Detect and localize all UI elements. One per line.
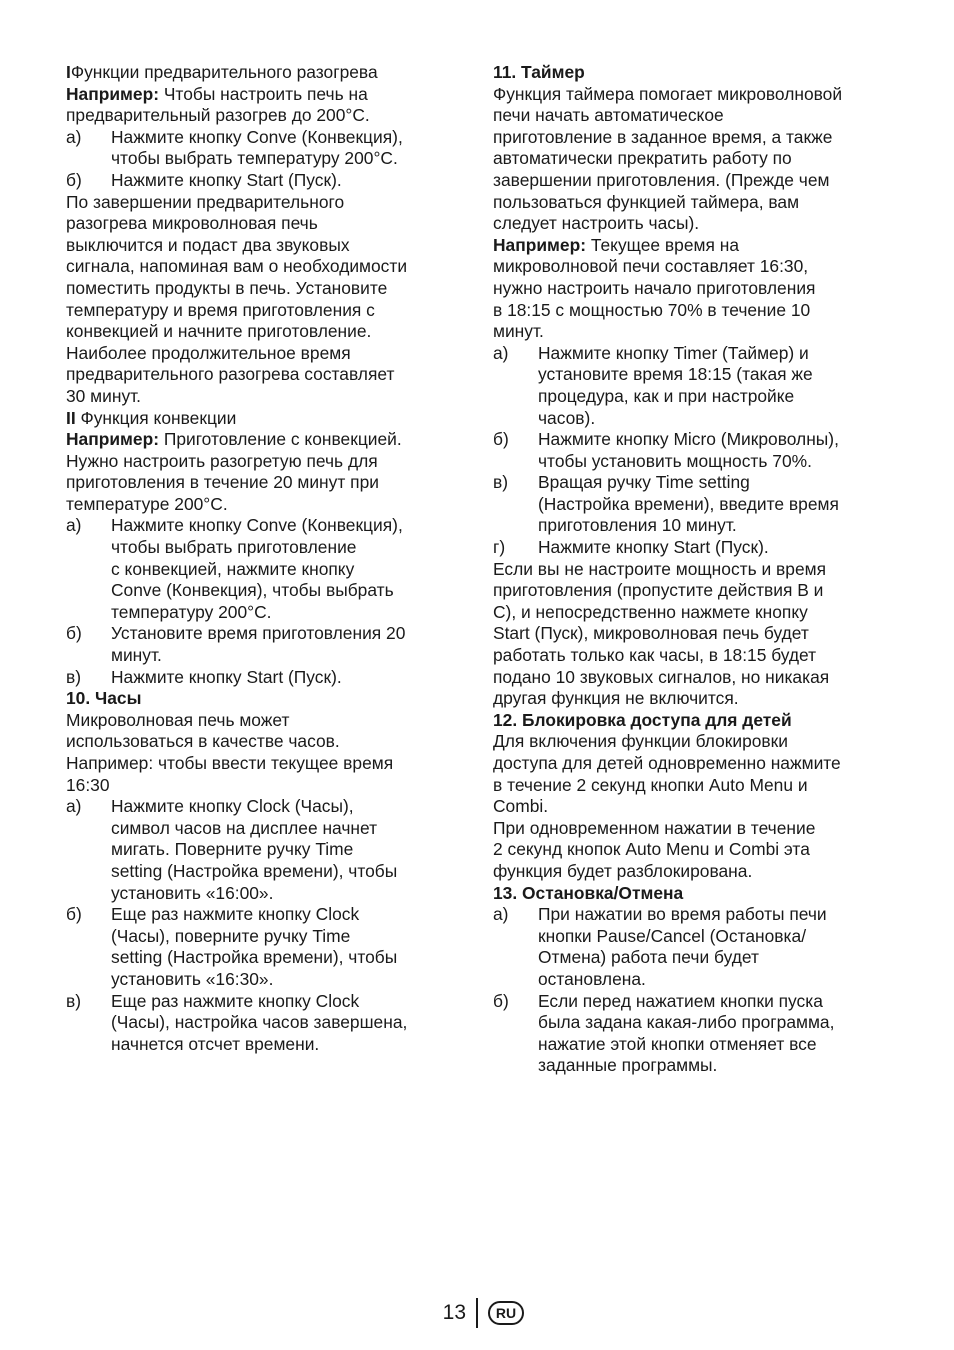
list-item [493, 472, 893, 537]
example-text: Чтобы настроить печь на предварительный разогрев до 200°C. [66, 83, 370, 126]
list-text: Нажмите кнопку Start (Пуск). [111, 666, 342, 687]
list-text: Установите время приготовления 20 минут. [111, 623, 406, 666]
list-marker: а) [493, 904, 509, 925]
list-item [66, 991, 451, 1056]
paragraph-child-lock-on: Для включения функции блокировки доступа для детей одновременно нажмите в течение 2 секунд кнопки Auto Menu и Combi. [493, 731, 841, 817]
list-timer [493, 343, 893, 559]
paragraph-timer-note: Если вы не настроите мощность и время приготовления (пропустите действия B и C), и непосредственно нажмете кнопку Start (Пуск), микроволновая печь будет работать только как часы, в 18:15 будет подано 10 звуковых сигналов, но никакая другая функция не включится. [493, 558, 830, 709]
list-marker: а) [66, 515, 82, 536]
list-item [493, 537, 893, 559]
list-marker: в) [66, 990, 82, 1011]
list-item [66, 904, 451, 990]
list-item [493, 991, 893, 1077]
footer-divider [476, 1298, 478, 1328]
list-marker: б) [66, 904, 82, 925]
intro-line [66, 62, 451, 84]
list-item [66, 667, 451, 689]
heading-timer: 11. Таймер [493, 62, 585, 82]
list-text: Нажмите кнопку Conve (Конвекция), чтобы выбрать приготовление с конвекцией, нажмите кнопку Conve (Конвекция), чтобы выбрать температуру 200°C. [111, 515, 403, 622]
list-marker: б) [66, 169, 82, 190]
list-item [493, 343, 893, 429]
list-item [66, 127, 451, 170]
list-item [66, 623, 451, 666]
list-marker: г) [493, 537, 506, 558]
list-item [66, 515, 451, 623]
list-marker: в) [66, 666, 82, 687]
left-column [66, 62, 451, 1055]
list-stop-cancel [493, 904, 893, 1077]
list-text: Нажмите кнопку Start (Пуск). [111, 169, 342, 190]
example-2 [66, 429, 451, 515]
list-text: Нажмите кнопку Start (Пуск). [538, 537, 769, 558]
right-column [493, 62, 893, 1077]
intro-text: Функции предварительного разогрева [70, 62, 378, 82]
section-convection-heading [66, 408, 451, 430]
list-item [66, 170, 451, 192]
paragraph-child-lock-off: При одновременном нажатии в течение 2 секунд кнопок Auto Menu и Combi эта функция будет разблокирована. [493, 817, 816, 881]
list-marker: в) [493, 472, 509, 493]
paragraph-preheat: По завершении предварительного разогрева микроволновая печь выключится и подаст два звуковых сигнала, напоминая вам о необходимости поместить продукты в печь. Установите температуру и время приготовления с конвекцией и начните приготовление. Наиболее продолжительное время предварительного разогрева составляет 30 минут. [66, 191, 408, 406]
heading-child-lock: 12. Блокировка доступа для детей [493, 709, 792, 730]
example-label: Например: [66, 83, 159, 104]
list-marker: а) [66, 796, 82, 817]
page-footer [438, 1298, 524, 1328]
list-marker: б) [493, 429, 509, 450]
list-preheat [66, 127, 451, 192]
section-text: Функция конвекции [75, 407, 237, 428]
page-number: 13 [442, 1301, 466, 1324]
paragraph-timer: Функция таймера помогает микроволновой печи начать автоматическое приготовление в заданное время, а также автоматически прекратить работу по завершении приготовления. (Прежде чем пользоваться функцией таймера, вам следует настроить часы). [493, 83, 843, 234]
list-text: Нажмите кнопку Timer (Таймер) и установите время 18:15 (такая же процедура, как и при настройке часов). [538, 342, 813, 428]
list-text: При нажатии во время работы печи кнопки Pause/Cancel (Остановка/ Отмена) работа печи будет остановлена. [538, 904, 827, 989]
list-convection [66, 515, 451, 688]
list-marker: б) [493, 990, 509, 1011]
heading-clock: 10. Часы [66, 688, 142, 709]
example-text: Приготовление с конвекцией. Нужно настроить разогретую печь для приготовления в течение 20 минут при температуре 200°C. [66, 429, 402, 514]
list-item [66, 796, 451, 904]
heading-stop-cancel: 13. Остановка/Отмена [493, 882, 684, 903]
list-text: Если перед нажатием кнопки пуска была задана какая-либо программа, нажатие этой кнопки отменяет все заданные программы. [538, 990, 835, 1076]
list-text: Еще раз нажмите кнопку Clock (Часы), настройка часов завершена, начнется отсчет времени. [111, 990, 408, 1054]
example-label: Например: [66, 429, 159, 450]
list-marker: а) [66, 126, 82, 147]
paragraph-clock: Микроволновая печь может использоваться в качестве часов. Например: чтобы ввести текущее время 16:30 [66, 709, 394, 795]
section-roman: II [66, 407, 76, 428]
list-text: Нажмите кнопку Conve (Конвекция), чтобы выбрать температуру 200°C. [111, 126, 403, 169]
list-text: Еще раз нажмите кнопку Clock (Часы), поверните ручку Time setting (Настройка времени), чтобы установить «16:30». [111, 904, 398, 989]
list-marker: а) [493, 342, 509, 363]
example-text: Текущее время на микроволновой печи составляет 16:30, нужно настроить начало приготовления в 18:15 с мощностью 70% в течение 10 минут. [493, 234, 816, 342]
list-text: Вращая ручку Time setting (Настройка времени), введите время приготовления 10 минут. [538, 472, 839, 536]
example-label: Например: [493, 234, 586, 255]
language-badge: RU [488, 1301, 524, 1325]
list-text: Нажмите кнопку Clock (Часы), символ часов на дисплее начнет мигать. Поверните ручку Time setting (Настройка времени), чтобы установить «16:00». [111, 796, 398, 903]
example-1 [66, 84, 451, 127]
example-timer [493, 235, 893, 343]
intro-roman: I [66, 62, 71, 82]
list-text: Нажмите кнопку Micro (Микроволны), чтобы установить мощность 70%. [538, 429, 839, 471]
list-marker: б) [66, 623, 82, 644]
list-item [493, 429, 893, 472]
list-item [493, 904, 893, 990]
list-clock [66, 796, 451, 1055]
